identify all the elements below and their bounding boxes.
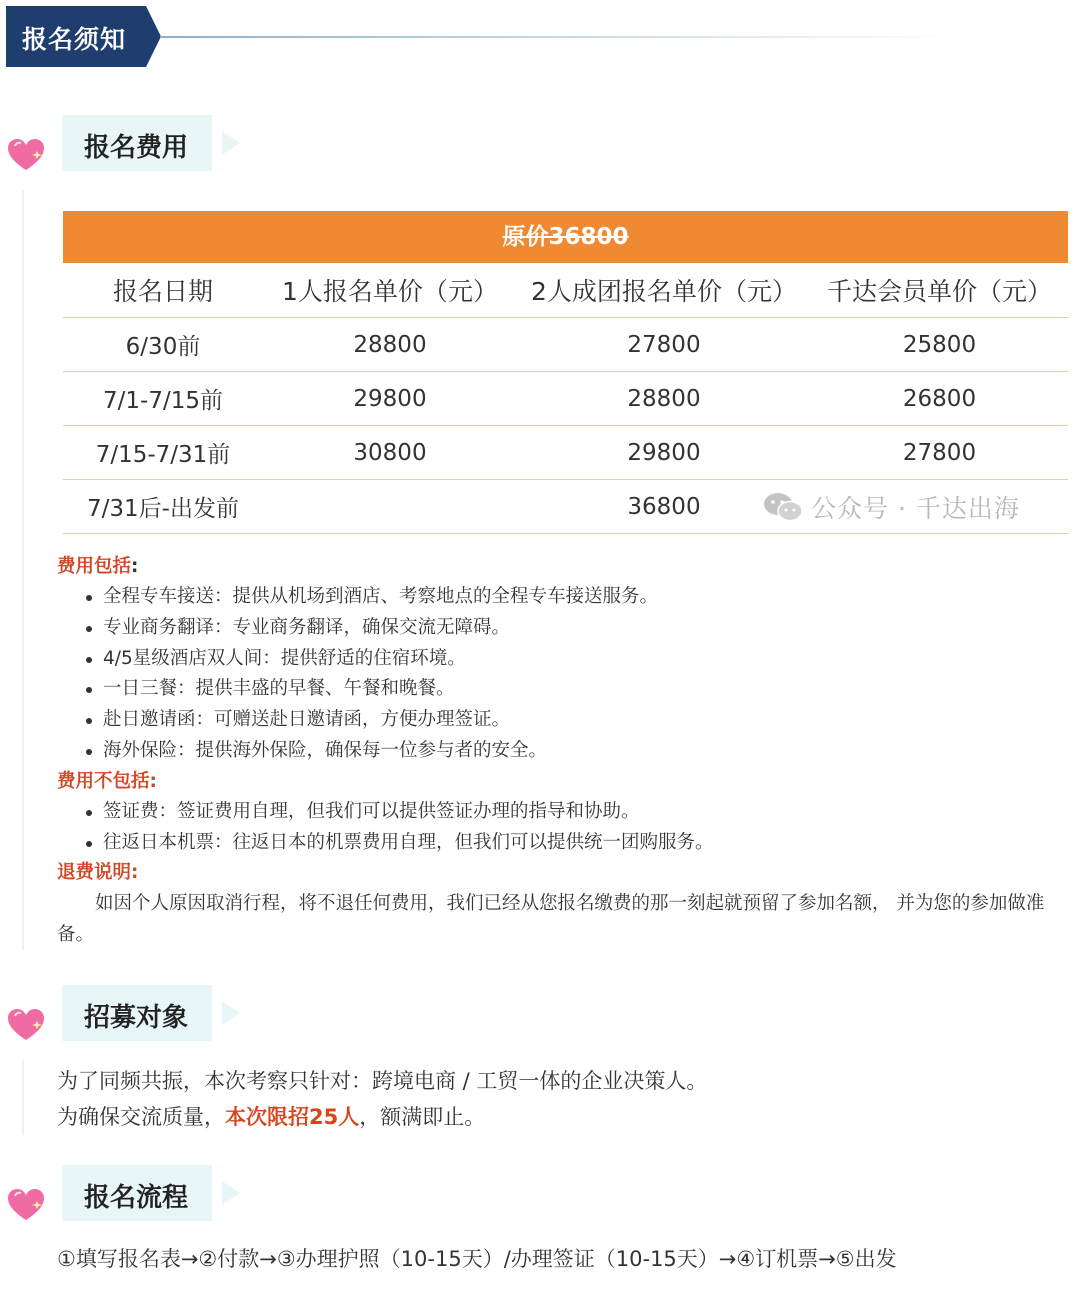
column-header: 2人成团报名单价（元） bbox=[531, 277, 797, 306]
recruit-limit-highlight: 本次限招25人 bbox=[225, 1105, 360, 1129]
original-price: 原价36800 bbox=[502, 224, 629, 250]
watermark-text: 公众号 · 千达出海 bbox=[811, 493, 1020, 523]
table-header-row bbox=[63, 263, 1068, 318]
included-label: 费用包括: bbox=[57, 556, 139, 577]
column-header: 1人报名单价（元） bbox=[282, 277, 498, 306]
fee-details bbox=[57, 552, 1077, 950]
section-header-recruit bbox=[0, 985, 260, 1045]
banner-title: 报名须知 bbox=[22, 25, 127, 54]
table-cell: 7/15-7/31前 bbox=[95, 442, 231, 468]
table-cell bbox=[263, 480, 517, 533]
section-header-arrow bbox=[222, 1181, 240, 1205]
process-steps: ①填写报名表→②付款→③办理护照（10-15天）/办理签证（10-15天）→④订机票→⑤出发 bbox=[57, 1247, 897, 1271]
section-title: 报名流程 bbox=[84, 1183, 189, 1213]
watermark bbox=[763, 480, 1020, 533]
section-title: 报名费用 bbox=[84, 133, 189, 163]
table-cell: 29800 bbox=[627, 439, 701, 466]
wechat-icon bbox=[763, 492, 803, 522]
table-cell: 26800 bbox=[902, 385, 977, 412]
table-cell: 28800 bbox=[353, 331, 427, 358]
banner-divider bbox=[160, 36, 960, 38]
table-cell: 25800 bbox=[902, 331, 977, 358]
excluded-label: 费用不包括: bbox=[57, 770, 157, 792]
heart-sparkle-icon bbox=[6, 1007, 46, 1043]
column-header: 千达会员单价（元） bbox=[826, 277, 1052, 306]
column-header: 报名日期 bbox=[112, 277, 213, 306]
excluded-list bbox=[57, 797, 1077, 859]
table-cell: 27800 bbox=[902, 439, 977, 466]
section-header-arrow bbox=[222, 1001, 240, 1025]
list-item: 往返日本机票：往返日本的机票费用自理，但我们可以提供统一团购服务。 bbox=[103, 828, 1077, 859]
table-row bbox=[63, 372, 1068, 426]
table-cell: 29800 bbox=[353, 385, 427, 412]
table-cell: 27800 bbox=[627, 331, 701, 358]
list-item: 海外保险：提供海外保险，确保每一位参与者的安全。 bbox=[103, 736, 1077, 767]
heart-sparkle-icon bbox=[6, 1187, 46, 1223]
refund-text: 如因个人原因取消行程，将不退任何费用，我们已经从您报名缴费的那一刻起就预留了参加名额， 并为您的参加做准备。 bbox=[57, 893, 1045, 946]
list-item: 全程专车接送：提供从机场到酒店、考察地点的全程专车接送服务。 bbox=[103, 582, 1077, 613]
included-list bbox=[57, 582, 1077, 767]
table-cell: 7/1-7/15前 bbox=[103, 388, 223, 414]
heart-sparkle-icon bbox=[6, 137, 46, 173]
table-cell: 36800 bbox=[627, 493, 701, 520]
recruit-text bbox=[57, 1063, 707, 1135]
section-header-arrow bbox=[222, 131, 240, 155]
table-cell: 7/31后-出发前 bbox=[87, 496, 239, 522]
table-cell: 28800 bbox=[627, 385, 701, 412]
table-cell: 30800 bbox=[353, 439, 427, 466]
recruit-line: 为了同频共振，本次考察只针对：跨境电商 / 工贸一体的企业决策人。 bbox=[57, 1069, 708, 1093]
table-row bbox=[63, 318, 1068, 372]
section-header-fee bbox=[0, 115, 260, 175]
list-item: 签证费：签证费用自理，但我们可以提供签证办理的指导和协助。 bbox=[103, 797, 1077, 828]
list-item: 4/5星级酒店双人间：提供舒适的住宿环境。 bbox=[103, 644, 1077, 675]
table-row bbox=[63, 480, 1068, 534]
section-banner bbox=[6, 6, 161, 67]
refund-label: 退费说明: bbox=[57, 862, 139, 884]
table-cell: 6/30前 bbox=[125, 334, 201, 360]
price-table bbox=[63, 211, 1068, 534]
table-row bbox=[63, 426, 1068, 480]
section-title: 招募对象 bbox=[84, 1003, 189, 1033]
original-price-bar bbox=[63, 211, 1068, 263]
recruit-line: 为确保交流质量，本次限招25人，额满即止。 bbox=[57, 1105, 486, 1129]
list-item: 专业商务翻译：专业商务翻译，确保交流无障碍。 bbox=[103, 613, 1077, 644]
list-item: 一日三餐：提供丰盛的早餐、午餐和晚餐。 bbox=[103, 674, 1077, 705]
section-guide-line bbox=[22, 190, 24, 950]
section-guide-line bbox=[22, 1060, 24, 1135]
section-header-process bbox=[0, 1165, 260, 1225]
list-item: 赴日邀请函：可赠送赴日邀请函，方便办理签证。 bbox=[103, 705, 1077, 736]
